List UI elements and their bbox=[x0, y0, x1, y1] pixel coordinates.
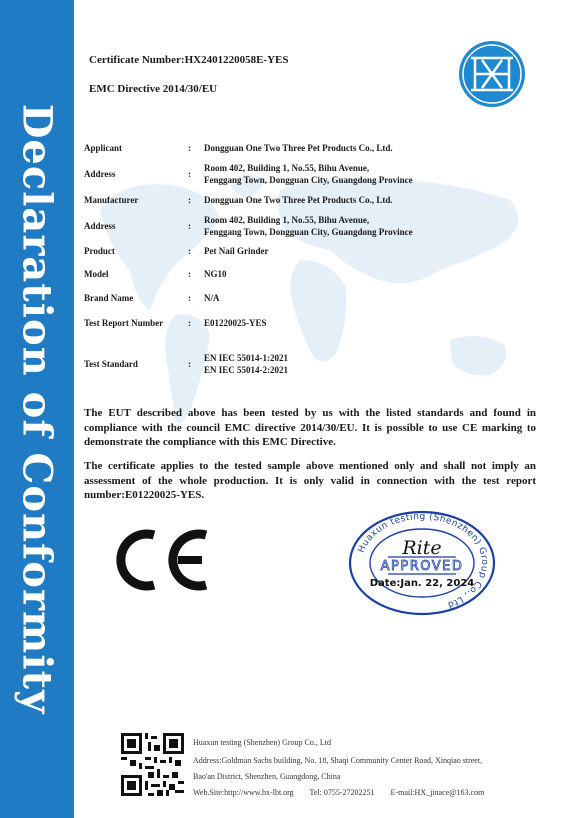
model-label: Model bbox=[84, 269, 109, 279]
footer-address-line-1: Address:Goldman Sachs building, No. 18, Shaqi Community Center Road, Xinqiao street, bbox=[193, 756, 483, 765]
address-line-2: Fenggang Town, Dongguan City, Guangdong Province bbox=[204, 175, 413, 185]
test-standard-line-1: EN IEC 55014-1:2021 bbox=[204, 353, 289, 363]
directive-title: EMC Directive 2014/30/EU bbox=[89, 83, 218, 95]
validity-statement: The certificate applies to the tested sample above mentioned only and shall not imply an assessment of the whole production. It is only valid in connection with the test report number:E01220025-YES. bbox=[84, 460, 536, 501]
sidebar-band bbox=[0, 0, 74, 818]
qr-code-icon bbox=[121, 733, 184, 796]
applicant-value: Dongguan One Two Three Pet Products Co., Ltd. bbox=[204, 143, 393, 153]
address-line-2: Fenggang Town, Dongguan City, Guangdong Province bbox=[204, 227, 413, 237]
footer-website[interactable]: Web.Site:http://www.hx-lbt.org bbox=[193, 788, 294, 797]
stamp-date: Date:Jan. 22, 2024 bbox=[369, 578, 475, 589]
manufacturer-value: Dongguan One Two Three Pet Products Co., Ltd. bbox=[204, 195, 393, 205]
test-standard-label: Test Standard bbox=[84, 359, 138, 369]
report-number-value: E01220025-YES bbox=[204, 318, 267, 328]
footer-company: Huaxun testing (Shenzhen) Group Co., Ltd bbox=[193, 738, 331, 747]
address-line-1: Room 402, Building 1, No.55, Bihu Avenue, bbox=[204, 163, 370, 173]
footer-address-line-2: Bao'an District, Shenzhen, Guangdong, China bbox=[193, 772, 341, 781]
brand-value: N/A bbox=[204, 293, 220, 303]
manufacturer-label: Manufacturer bbox=[84, 195, 139, 205]
product-value: Pet Nail Grinder bbox=[204, 246, 269, 256]
approval-stamp bbox=[348, 510, 496, 616]
stamp-approved: APPROVED bbox=[380, 559, 464, 574]
ce-mark-icon bbox=[112, 525, 212, 595]
product-label: Product bbox=[84, 246, 115, 256]
applicant-label: Applicant bbox=[84, 143, 123, 153]
address-line-1: Room 402, Building 1, No.55, Bihu Avenue, bbox=[204, 215, 370, 225]
report-number-label: Test Report Number bbox=[84, 318, 164, 328]
stamp-ring-text: Huaxun testing (Shenzhen) Group Co., Ltd bbox=[356, 511, 490, 610]
brand-label: Brand Name bbox=[84, 293, 134, 303]
compliance-statement: The EUT described above has been tested by us with the listed standards and found in compliance with the council EMC directive 2014/30/EU. It is possible to use CE marking to demonstrate the compliance with this EMC Directive. bbox=[84, 407, 536, 448]
footer-contacts bbox=[193, 788, 498, 797]
certificate-number: Certificate Number:HX2401220058E-YES bbox=[89, 54, 289, 66]
address-label: Address bbox=[84, 169, 116, 179]
test-standard-line-2: EN IEC 55014-2:2021 bbox=[204, 365, 289, 375]
hx-logo-icon bbox=[458, 40, 526, 108]
footer-email[interactable]: E-mail:HX_jinace@163.com bbox=[390, 788, 485, 797]
sidebar-title: Declaration of Conformity bbox=[13, 103, 61, 715]
stamp-signature: Rite bbox=[402, 537, 442, 559]
model-value: NG10 bbox=[204, 269, 227, 279]
address-label: Address bbox=[84, 221, 116, 231]
footer-tel: Tel: 0755-27202251 bbox=[309, 788, 375, 797]
